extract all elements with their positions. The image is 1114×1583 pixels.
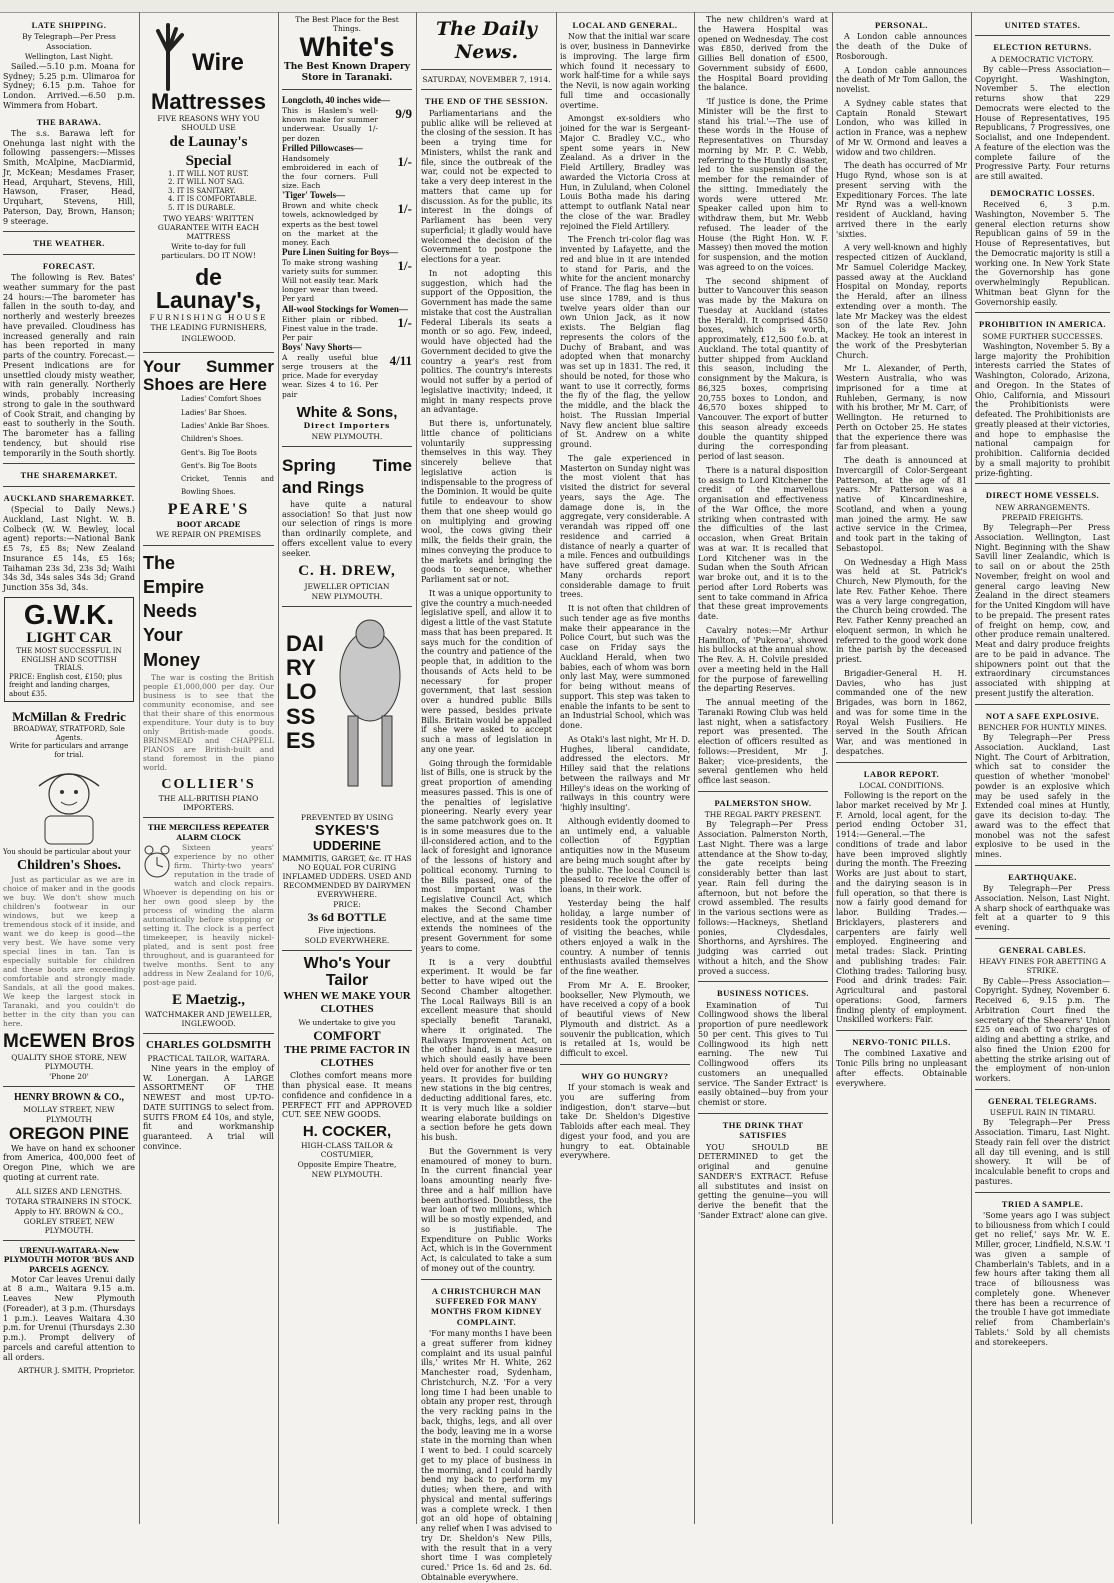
late-shipping-heading: LATE SHIPPING. xyxy=(31,20,107,30)
news-paragraph: Cavalry notes:—Mr Arthur Hamilton, of 'Pukeroa', showed his bullocks at the annual show. The Rev. A. H. Colvile presided over a meeting held in the Hall for the purpose of farewelling the departing Reserves. xyxy=(698,625,828,694)
local-general-heading: LOCAL AND GENERAL. xyxy=(572,20,678,30)
sample-heading: TRIED A SAMPLE. xyxy=(1001,1198,1084,1209)
alarm-title: THE MERCILESS REPEATER ALARM CLOCK xyxy=(147,823,270,842)
local-paragraph: Now that the initial war scare is over, business in Dannevirke is improving. The large firm which found it necessary to work half-time for a while says the Nevii, is now again working full time and occasionally overtime. xyxy=(560,32,690,110)
divider xyxy=(143,545,274,546)
divider xyxy=(836,1030,967,1031)
delaunay-leading: THE LEADING FURNISHERS, xyxy=(150,323,267,333)
news-paragraph: The second shipment of butter to Vancouver this season was made by the Makura on Tuesday at Auckland (states the Herald). It comprised 4550 boxes, which is worth, approximately, £12,500 f.o.b. at Auckland. The total quantity of butter shipped from Auckland this season, including the consignment by the Makura, is 86,325 boxes, comprising 20,755 boxes to London, and 46,570 boxes shipped to Vancouver. The export of butter this season already exceeds double the quantity shipped during the corresponding period of last season. xyxy=(698,276,828,461)
christchurch-body: 'For many months I have been a great sufferer from kidney complaint and its usual painful ills,' writes Mr H. White, 262 Manchester road, Sydenham, Christchurch, N.Z. 'For a very long time I had been unable to obtain any proper rest, through the very racking pains in the back, thighs, legs, and all over the body, leaving me in a worse state in the morning than when I went to bed. I could scarcely get to my place of business in the morning, and I could hardly bend my back to perform my duties; when there, and with physical and mental sufferings was a complete wreck. I then got an old hope of obtaining any relief when I was advised to try Dr. Sheldon's New Pills, with the result that in a very short time I was completely cured.' Price 1s. 6d and 2s. 6d. Obtainable everywhere. xyxy=(421,1329,552,1582)
mcmillan-note: Write for particulars and arrange for trial. xyxy=(9,742,129,759)
summer-shoes-title: Your Summer Shoes are Here xyxy=(143,356,274,394)
column-4 xyxy=(421,14,552,1582)
explosive-heading: NOT A SAFE EXPLOSIVE. xyxy=(985,710,1100,721)
session-paragraph: Going through the formidable list of Bills, one is struck by the great proportion of amending measures passed. This is one of the penalties of legislative pioneering. Nearly every year the same patchwork goes on. It is in some measures due to the ill-considered action, and to the lack of foresight and ignorance of the lessons of history and political economy. Turning to the Bills passed, one of the most important was the Legislative Council Act, which makes the Second Chamber elective, and at the same time extends the nominees of the present Government for some years to come. xyxy=(421,758,552,953)
gwk-subtitle: LIGHT CAR xyxy=(26,629,112,646)
divider xyxy=(3,1240,135,1241)
item-price: 1/- xyxy=(397,153,412,169)
cocker-title: H. COCKER, xyxy=(302,1123,392,1141)
column-1 xyxy=(3,14,135,1524)
drink-heading: THE DRINK THAT SATISFIES xyxy=(722,1119,804,1141)
vessels-subheading: NEW ARRANGEMENTS. xyxy=(995,502,1090,512)
business-body: Examination of Tui Collingwood shows the liberal proportion of pure needlework 50 per cent. This gives to Tui Collingwood its high nett earning. The new Tui Collingwood offers its customers an unequalled service. 'The Sander Extract' is easily obtained—buy from your chemist or store. xyxy=(698,1000,828,1108)
maetzig-subtitle: WATCHMAKER AND JEWELLER, INGLEWOOD. xyxy=(144,1009,273,1029)
drew-place: NEW PLYMOUTH. xyxy=(311,591,383,601)
divider xyxy=(836,762,967,763)
cocker-address: Opposite Empire Theatre, xyxy=(297,1160,397,1170)
cables-heading: GENERAL CABLES. xyxy=(998,944,1087,955)
local-paragraph: As Otaki's last night, Mr H. D. Hughes, liberal candidate, addressed the electors. Mr Hilley said that the relations between the railways and Mr Hilley's ideas on the working of railways in this country were 'highly insulting'. xyxy=(560,734,690,813)
gwk-price: PRICE: English cost, £150; plus freight and landing charges, about £35. xyxy=(9,672,122,698)
empire-body: The war is costing the British people £1,000,000 per day. Our business is to see that the community economise, and see that their share of this enormous expenditure. Your duty is to buy only British-made goods. BRINSMEAD and CHAPPELL PIANOS are British-built and stand foremost in the piano world. xyxy=(143,673,274,772)
session-paragraph: It was a unique opportunity to give the country a much-needed legislative spell, and allow it to digest a little of the vast Statute mass that has been prepared. It says much for the condition of the country and patience of the people that, in addition to the thousands of Acts held to be necessary for proper government, that last session over a hundred public Bills were passed, besides private Bills. Britain would be appalled if she were asked to accept such a mass of legislation in any one year. xyxy=(421,588,552,754)
oregon-apply: Apply to HY. BROWN & CO., xyxy=(14,1206,124,1216)
item-row xyxy=(282,258,412,304)
labor-heading: LABOR REPORT. xyxy=(863,768,940,779)
election-heading: ELECTION RETURNS. xyxy=(993,42,1092,53)
whites-title: White's xyxy=(299,32,395,63)
personal-paragraph: A very well-known and highly respected citizen of Auckland, Mr Samuel Coleridge Mackey, passed away at the Auckland Hospital on Monday, reports the Herald, after an illness extending over a month. The late Mr Mackey was the eldest son of the late Rev. John Mackey. He took an interest in the work of the Presbyterian Church. xyxy=(836,243,967,360)
tonic-heading: NERVO-TONIC PILLS. xyxy=(852,1037,951,1048)
personal-paragraph: Mr L. Alexander, of Perth, Western Australia, who was imprisoned for a time at Ruhleben, Germany, is now with his brother, Mr M. Carr, of Wellington. He returned to Perth on October 25. He states that the experience there was far from pleasant. xyxy=(836,364,967,452)
news-paragraph: The new children's ward at the Hawera Hospital was opened on Wednesday. The cost was £850, derived from the Gillies Bell donation of £500, Government subsidy of £600, the Hospital Board providing the balance. xyxy=(698,15,828,93)
item-desc: A really useful blue serge trousers at the price. Made for everyday wear. Sizes 4 to 16. Per pair xyxy=(282,352,378,399)
delaunay-special: de Launay's Special xyxy=(169,134,248,169)
column-rule xyxy=(971,12,972,1524)
item-desc: Brown and white check towels, acknowledged by experts as the best towel on the market at the money. Each xyxy=(282,201,378,247)
udderine-body: MAMMITIS, GARGET, &c. IT HAS NO EQUAL FOR CURING INFLAMED UDDERS. USED AND RECOMMENDED BY DAIRYMEN EVERYWHERE. xyxy=(282,853,412,900)
palmerston-subheading: THE REGAL PARTY PRESENT. xyxy=(704,810,822,820)
personal-heading: PERSONAL. xyxy=(875,20,928,30)
udderine-title: UDDERINE xyxy=(313,837,381,853)
peare-title: PEARE'S xyxy=(167,500,250,518)
item-row xyxy=(282,315,412,342)
local-paragraph: From Mr A. E. Brooker, bookseller, New Plymouth, we have received a copy of a book of beautiful views of New Plymouth and district. As a souvenir the publication, which is retailed at 1s, would be difficult to excel. xyxy=(560,980,690,1059)
summer-item: Ladies' Bar Shoes. xyxy=(181,408,247,417)
summer-item: Ladies' Comfort Shoes xyxy=(181,395,262,404)
earthquake-heading: EARTHQUAKE. xyxy=(1008,871,1077,882)
rain-body: By Telegraph—Per Press Association. Timaru, Last Night. Steady rain fell over the district all day till evening, and is still showery. It will be of incalculable benefit to crops and pastures. xyxy=(975,1118,1110,1186)
udderine-price-label: PRICE: xyxy=(333,900,361,910)
children-shoes-body: Just as particular as we are in choice of maker and in the goods we buy. We don't show much children's footwear in our windows, but we keep a tremendous stock of it inside, and want we do keep is good—the very best. We have some very special lines in tan. Tan is especially suitable for children and these boots are exceedingly comfortable and strongly made. Sandals, at all the good makes. We keep the largest stock in Taranaki, and you couldn't do better in the city than you can here. xyxy=(3,874,135,1028)
child-illustration xyxy=(9,766,129,846)
item-price: 1/- xyxy=(397,201,412,217)
oregon-street: GORLEY STREET, NEW PLYMOUTH. xyxy=(23,1217,115,1236)
divider xyxy=(698,791,828,792)
summer-item: Ladies' Ankle Bar Shoes. xyxy=(181,421,270,430)
item-name: Pure Linen Suiting for Boys— xyxy=(282,246,399,257)
christchurch-heading: A CHRISTCHURCH MAN SUFFERED FOR MANY MONTHS FROM KIDNEY COMPLAINT. xyxy=(431,1285,542,1327)
item-name: 'Tiger' Towels— xyxy=(282,190,346,201)
summer-item: Gent's. Big Toe Boots xyxy=(181,461,257,470)
shipping-source: By Telegraph—Per Press Association. xyxy=(22,32,116,51)
dairy-losses-advert xyxy=(282,612,412,812)
column-rule xyxy=(694,12,695,1524)
divider xyxy=(975,938,1110,939)
column-rule xyxy=(416,12,417,1524)
tailor-when: WHEN WE MAKE YOUR CLOTHES xyxy=(283,989,411,1016)
tailor-comfort: COMFORT xyxy=(313,1027,381,1043)
peare-subtitle: BOOT ARCADE xyxy=(176,520,241,530)
auckland-sharemarket-heading: AUCKLAND SHAREMARKET. xyxy=(3,492,135,503)
session-heading: THE END OF THE SESSION. xyxy=(424,96,549,107)
rain-heading: USEFUL RAIN IN TIMARU. xyxy=(989,1108,1096,1118)
brown-address: MOLLAY STREET, NEW PLYMOUTH xyxy=(23,1105,115,1124)
divider xyxy=(3,254,135,255)
personal-paragraph: The death is announced at Invercargill of Color-Sergeant Patterson, at the age of 81 years. Mr Patterson was a native of Kincardineshire, Scotland, and when a young man joined the army. He saw active service in the Crimea, and took part in the taking of Sebastopol. xyxy=(836,456,967,553)
divider xyxy=(975,1089,1110,1090)
write-today: Write to-day for full particulars. DO IT NOW! xyxy=(161,241,256,261)
colliers-title: COLLIER'S xyxy=(161,777,256,792)
whites-subtitle: The Best Known Drapery Store in Taranaki. xyxy=(284,62,410,84)
personal-paragraph: Brigadier-General H. H. Davies, who has just commanded one of the new Brigades, was born in 1862, and was for some time in the Royal Welsh Fusiliers. He served in the South African War, and was mentioned in despatches. xyxy=(836,668,967,756)
item-price: 1/- xyxy=(397,314,412,330)
summer-item: Children's Shoes. xyxy=(181,435,244,444)
udderine-free: Five injections. xyxy=(318,925,376,935)
divider xyxy=(421,69,552,70)
session-paragraph: In not adopting this suggestion, which had the support of the Opposition, the Government has made the same mistake that cost the Australian Federal Liberals its seats a month or so ago. Few, indeed, would have objected had the Government decided to give the country a year's rest from politics. The country's interests would not suffer by a period of legislative inactivity; indeed, it might in many respects prove an advantage. xyxy=(421,268,552,415)
gwk-title: G.W.K. xyxy=(23,598,115,630)
sharemarket-body: (Special to Daily News.) Auckland, Last Night. W. B. Colbeck (W. W. Bewley, local agent) reports:—National Bank £5 7s, £5 8s; New Zealand Insurance £5 14s, £5 16s; Taihaman 23s 3d, 23s 3d; Waihi 34s 3d, 34s sales 34s 3d; Grand Junction 35s 3d, 34s. xyxy=(3,505,135,593)
mcewen-phone: 'Phone 20' xyxy=(49,1072,89,1082)
personal-paragraph: A London cable announces the death of the Duke of Rosborough. xyxy=(836,32,967,61)
item-name: All-wool Stockings for Women— xyxy=(282,303,408,314)
prohibition-body: Washington, November 5. By a large majority the Prohibition interests carried the States of Washington, Colorado, Arizona, and Oregon. In the States of Ohio, California, and Missouri the Prohibitionists were defeated. The Prohibitionists are greatly pleased at their victories, and hope to emphasise the national campaign for prohibition. California decided by a small majority to prohibit prize-fighting. xyxy=(975,341,1110,478)
victory-body: By cable—Press Association—Copyright. Washington, November 5. The election returns show that 229 Democrats were elected to the House of Representatives, 195 Republicans, 7 Progressives, one Socialist, and one Independent. A feature of the election was the complete failure of the Progressive Party. Four returns are still awaited. xyxy=(975,64,1110,182)
local-paragraph: The French tri-color flag was invented by Lafayette, and the red and blue in it are intended to stand for Paris, and the white for the ancient monarchy of France. The flag has been in use since 1789, and is thus twelve years older than our own Union Jack, as it now exists. The Belgian flag represents the colors of the Duchy of Brabant, and was adopted when that monarchy was set up in 1831. The red, it should be noted, for those who want to use it correctly, forms the fly of the flag, the yellow the middle, and the black the hoist. The Russian Imperial Navy flew ancient blue saltire of St. Andrew on a white ground. xyxy=(560,235,690,450)
victory-heading: A DEMOCRATIC VICTORY. xyxy=(991,54,1094,64)
gwk-advert xyxy=(4,597,134,702)
dairy-title: DAIRY LOSSES xyxy=(286,630,324,753)
column-6 xyxy=(698,14,828,1524)
divider xyxy=(282,606,412,607)
divider xyxy=(698,981,828,982)
oregon-sizes: ALL SIZES AND LENGTHS. xyxy=(15,1186,123,1196)
peare-repair: WE REPAIR ON PREMISES xyxy=(155,530,262,540)
vessels-subheading-2: PREPAID FREIGHTS. xyxy=(1001,512,1084,522)
colliers-subtitle: THE ALL-BRITISH PIANO IMPORTERS. xyxy=(158,794,259,813)
column-2 xyxy=(143,14,274,1524)
divider xyxy=(3,486,135,487)
udderine-sold: SOLD EVERYWHERE. xyxy=(304,936,390,946)
divider xyxy=(3,231,135,232)
dairy-prevented: PREVENTED BY USING xyxy=(300,812,394,822)
local-paragraph: Amongst ex-soldiers who joined for the war is Sergeant-Major C. Bradley V.C., who spent some years in New Zealand. As a driver in the Field Artillery, Bradley was awarded the Victoria Cross at Hun, in Zululand, when Colonel Louis Botha made his daring attempt to outflank Natal near the close of the war. Bradley rejoined the Field Artillery. xyxy=(560,114,690,231)
item-row xyxy=(282,154,412,191)
tailor-text: Clothes comfort means more than physical ease. It means confidence and confidence in a PERFECT FIT and APPROVED CUT. SEE NEW GOODS. xyxy=(282,1071,412,1120)
item-desc: Handsomely embroidered in each of the four corners. Full size. Each xyxy=(282,153,378,191)
mcewen-subtitle: QUALITY SHOE STORE, NEW PLYMOUTH. xyxy=(11,1052,127,1071)
divider xyxy=(975,35,1110,36)
whites-item-list xyxy=(282,95,412,398)
vessels-heading: DIRECT HOME VESSELS. xyxy=(985,490,1100,501)
personal-paragraph: A London cable announces the death of Mr Tom Gallon, the novelist. xyxy=(836,65,967,95)
dateline: SATURDAY, NOVEMBER 7, 1914. xyxy=(422,75,551,85)
divider xyxy=(698,1113,828,1114)
divider xyxy=(282,446,412,447)
reason-1: 1. IT WILL NOT RUST. xyxy=(168,169,249,178)
oregon-title: OREGON PINE xyxy=(9,1123,129,1143)
summer-item: Cricket, Tennis and Bowling Shoes. xyxy=(181,475,274,497)
drew-subtitle: JEWELLER OPTICIAN xyxy=(304,581,390,591)
drink-body: YOU SHOULD BE DETERMINED to get the original and genuine SANDER'S EXTRACT. Refuse all substitutes and insist on getting the genuine—you will derive the benefit that the 'Sander Extract' alone can give. xyxy=(698,1142,828,1220)
item-price: 4/11 xyxy=(389,352,412,368)
local-paragraph: Yesterday being the half holiday, a large number of residents took the opportunity of visiting the beaches, while others enjoyed a walk in the country. A number of tennis enthusiasts availed themselves of the fine weather. xyxy=(560,898,690,977)
divider xyxy=(421,89,552,90)
divider xyxy=(975,865,1110,866)
prohibition-subheading: SOME FURTHER SUCCESSES. xyxy=(982,331,1103,341)
alarm-clock-illustration xyxy=(143,845,171,881)
brown-title: HENRY BROWN & CO., xyxy=(13,1092,125,1104)
delaunay-house: FURNISHING HOUSE xyxy=(149,313,268,323)
cables-body: By Cable—Press Association—Copyright. Sydney, November 6. Received 6, 9.15 p.m. The Arbitration Court fined the secretary of the Shearers' Union £25 on each of two charges of aiding and abetting a strike, and also fined the Union £200 for abetting the strike arising out of the employment of non-union workers. xyxy=(975,976,1110,1084)
delaunay-title: de Launay's, xyxy=(155,264,262,314)
item-price: 1/- xyxy=(397,257,412,273)
news-paragraph: 'If justice is done, the Prime Minister will be the first to stand his trial.'—The use of these words in the House of Representatives on Thursday morning by Mr. P. C. Webb, referring to the Huntly disaster, led to the suspension of the member for the remainder of the sitting. Immediately the words were uttered Mr. Speaker called upon him to withdraw them, but Mr. Webb refused. The leader of the House (the Right Hon. W. F. Massey) then moved the motion for suspension, and the motion was agreed to on the voices. xyxy=(698,97,828,272)
tailor-body: We undertake to give you xyxy=(298,1017,396,1027)
item-desc: To make strong washing variety suits for summer. Will not easily tear. Mark longer wear than tweed. Per yard xyxy=(282,257,378,304)
whites-signature: White & Sons, xyxy=(296,403,398,421)
local-paragraph: Although evidently doomed to an untimely end, a valuable collection of Egyptian antiquities now in the Museum are being much sought after by the public. The local Council is pleased to receive the offer of loans, in their work. xyxy=(560,816,690,895)
divider xyxy=(143,1033,274,1034)
telegrams-heading: GENERAL TELEGRAMS. xyxy=(988,1095,1097,1106)
divider xyxy=(282,950,412,951)
barawa-heading: THE BARAWA. xyxy=(36,116,102,127)
drew-title: C. H. DREW, xyxy=(298,563,396,580)
barawa-body: The s.s. Barawa left for Onehunga last night with the following passengers:—Misses Smith, McAlpine, MacDiarmid, Jr, McKean; Mesdames Fraser, Head, Arquhart, Stevens, Hill, Hawson, Fraser, Head, Urquhart, Stevens, Hill, Paterson, Day, Brown, Hanson; 9 steerage. xyxy=(3,128,135,226)
divider xyxy=(560,1064,690,1065)
vessels-body: By Telegraph—Per Press Association. Wellington, Last Night. Beginning with the Shaw Savill liner Zealandic, which is to sail on or about the 25th November, freight on wool and general cargo leaving New Zealand in the direct steamers for the United Kingdom will have to be prepaid. The present rates of freight on hemp, cow, and other produce remain unaltered. Meat and dairy produce freights are to be paid in advance. The shipowners point out that the extraordinary circumstances associated with shipping at present justify the alteration. xyxy=(975,523,1110,698)
session-paragraph: But there is, unfortunately, little chance of politicians voluntarily suppressing themselves in this way. They sincerely believe that legislative action is indispensable to the progress of the Dominion. It would be quite futile to endeavour to show them that one sheep would go on multiplying and growing wool, the cows giving their milk, the fields their grain, the mines conveying the produce to the markets and bringing the goods to sequence, whether Parliament sat or not. xyxy=(421,419,552,585)
divider xyxy=(143,817,274,818)
children-shoes-title: Children's Shoes. xyxy=(17,857,121,873)
five-reasons: FIVE REASONS WHY YOU SHOULD USE xyxy=(157,114,260,133)
divider xyxy=(975,1192,1110,1193)
motor-title: URENUI-WAITARA-New PLYMOUTH MOTOR 'BUS AND PARCELS AGENCY. xyxy=(3,1246,135,1274)
divider xyxy=(975,312,1110,313)
explosive-body: By Telegraph—Per Press Association. Auckland, Last Night. The Court of Arbitration, which sat to consider the question of whether 'monobel' powder is an explosive which may be used safely in the Extended coal mines at Huntly, gave its decision to-day. The award was to the effect that monobel was not the safest explosive to be used in the mines. xyxy=(975,733,1110,860)
local-paragraph: The gale experienced in Masterton on Sunday night was the most violent that has visited the district for several years, says the Age. The damage done is, in the aggregate, very considerable. A verandah was ripped off one residence and carried a distance of nearly a quarter of a mile. Fences and outbuildings have suffered great damage. Many orchards report considerable damage to fruit trees. xyxy=(560,453,690,600)
whites-place: NEW PLYMOUTH. xyxy=(311,431,383,441)
maetzig-title: E Maetzig., xyxy=(172,991,245,1008)
local-paragraph: It is not often that children of such tender age as five months make their appearance in the Police Court, but such was the case on Friday says the Auckland Herald, when two babies, each of whom was born only last May, were summoned for being without means of support. This step was taken to enable the infants to be sent to an Industrial School, which was done. xyxy=(560,604,690,731)
column-rule xyxy=(556,12,557,1524)
mcmillan-address: BROADWAY, STRATFORD, Sole Agents. xyxy=(13,725,125,742)
column-8 xyxy=(975,14,1110,1524)
news-paragraph: The annual meeting of the Taranaki Rowing Club was held last night, when a satisfactory report was presented. The election of officers resulted as follows:—President, Mr J. Baker; vice-presidents, the several gentlemen who held office last season. xyxy=(698,698,828,785)
palmerston-body: By Telegraph—Per Press Association. Palmerston North, Last Night. There was a large attendance at the Show to-day, the gate receipts being considerably better than last year. Rain fell during the afternoon, but not before the crowd assembled. The results in the various sections were as follows:—Hackneys, Shetland ponies, Clydesdales, Shorthorns, and Ayrshires. The judging was carried out without a hitch, and the Show proved a success. xyxy=(698,820,828,976)
hungry-body: If your stomach is weak and you are suffering from indigestion, don't starve—but take Dr. Sheldon's Digestive Tabloids after each meal. They digest your food, and you are hungry to eat. Obtainable everywhere. xyxy=(560,1083,690,1161)
sykes-title: SYKES'S xyxy=(314,822,380,840)
mcmillan-advert xyxy=(4,706,134,762)
sample-body: 'Some years ago I was subject to biliousness from which I could get no relief,' says Mr. W. E. Miller, grocer, Lindfield, N.S.W. 'I was given a sample of Chamberlain's Tablets, and in a few hours after taking them all trace of biliousness was completely gone. Whenever there has been a recurrence of the trouble I have got immediate relief from Chamberlain's Tablets.' Sold by all chemists and storekeepers. xyxy=(975,1210,1110,1347)
losses-body: Received 6, 3 p.m. Washington, November 5. The general election returns show Republican gains of 59 in the House of Representatives, but the Democratic majority is still a working one. In New York State the Governorship has gone overwhelmingly Republican. Whitman beat Glynn for the Governorship easily. xyxy=(975,200,1110,307)
tonic-body: The combined Laxative and Tonic Pills bring no unpleasant after effects. Obtainable everywhere. xyxy=(836,1049,967,1088)
goldsmith-body: Nine years in the employ of W. Lonergan. A LARGE ASSORTMENT OF THE NEWEST and most UP-TO-DATE SUITINGS to select from. SUITS FROM £4 10s, and style, fit and workmanship guaranteed. A trial will convince. xyxy=(143,1063,274,1151)
goldsmith-subtitle: PRACTICAL TAILOR, WAITARA. xyxy=(147,1053,270,1063)
news-paragraph: There is a natural disposition to assign to Lord Kitchener the credit of the marvellous organisation and effectiveness of the War Office, the more striking when contrasted with the difficulties of the last occasion, when Great Britain was at war. It is recalled that Lord Kitchener was in the Sudan when the South African war broke out, and it is to the period after Lord Roberts was sent to take command in Africa that these great improvements date. xyxy=(698,465,828,621)
best-place: The Best Place for the Best Things. xyxy=(295,15,399,34)
oregon-totara: TOTARA STRAINERS IN STOCK. xyxy=(6,1196,132,1206)
alarm-body: Sixteen years' experience by no other firm. Thirty-two years' reputation in the trade of watch and clock repairs. Whoever is depending on his or her own good sleep by the process of winding the alarm automatically before stopping or setting it. The clock is a perfect timekeeper, is heavily nickel-plated, and is sent post free throughout, and is guaranteed for twelve months. Sent to any address in New Zealand for 10/6, post-age paid. xyxy=(143,842,274,987)
divider xyxy=(975,483,1110,484)
udderine-price: 3s 6d BOTTLE xyxy=(307,910,387,925)
divider xyxy=(3,463,135,464)
item-row xyxy=(282,106,412,143)
hungry-heading: WHY GO HUNGRY? xyxy=(581,1070,669,1081)
gwk-tagline: THE MOST SUCCESSFUL IN ENGLISH AND SCOTTISH TRIALS. xyxy=(16,647,122,673)
cow-illustration xyxy=(330,616,410,806)
delaunay-place: INGLEWOOD. xyxy=(181,333,236,343)
wire-advert xyxy=(144,18,273,347)
cocker-place: NEW PLYMOUTH. xyxy=(311,1170,383,1180)
prohibition-heading: PROHIBITION IN AMERICA. xyxy=(979,319,1106,330)
guarantee: TWO YEARS' WRITTEN GUARANTEE WITH EACH MATTRESS xyxy=(157,213,260,241)
column-5 xyxy=(560,14,690,1524)
cables-subheading: HEAVY FINES FOR ABETTING A STRIKE. xyxy=(979,957,1106,976)
item-desc: This is Haslem's well-known make for summer underwear. Usually 1/- per dozen xyxy=(282,106,378,143)
personal-paragraph: The death has occurred of Mr Hugo Rynd, whose son is at present serving with the Expeditionary Forces. The late Mr Rynd was a well-known resident of Auckland, having arrived there in the early 'sixties. xyxy=(836,161,967,239)
labor-body: Following is the report on the labor market received by Mr J. F. Arnold, local agent, for the period ending October 31, 1914:—General.—The conditions of trade and labor have been improved slightly during the month. The Freezing Works are just about to start, and the dairying season is in full operation, so that there is now a fairly good demand for labor. Building Trades.—Bricklayers, plasterers and carpenters are fairly well employed. Engineering and metal trades: Slack. Printing and publishing trades: Fair. Clothing trades: Tailoring busy. Food and drink trades: Fair. Agricultural and pastoral operations: Good, farmers finding plenty of employment. Unskilled workers: Fair. xyxy=(836,791,967,1025)
whites-importers: Direct Importers xyxy=(303,421,391,431)
oregon-body: We have on hand ex schooner from America, 400,000 feet of Oregon Pine, which we are quoting at current rate. xyxy=(3,1143,135,1182)
session-paragraph: Parliamentarians and the public alike will be relieved at the closing of the session. It has been a trying time for Ministers, whilst the rank and file, since the outbreak of the war, could not be expected to take a very deep interest in the matters that came up for discussion. As for the public, its interest in the doings of Parliament has been very superficial; it gladly would have welcomed the decision of the Government to postpone the elections for a year. xyxy=(421,108,552,265)
goldsmith-title: CHARLES GOLDSMITH xyxy=(146,1039,271,1052)
children-shoes-intro: You should be particular about your xyxy=(3,848,131,857)
losses-heading: DEMOCRATIC LOSSES. xyxy=(990,187,1095,198)
page-top-strip xyxy=(0,0,1114,13)
earthquake-body: By Telegraph—Per Press Association. Nelson, Last Night. A sharp shock of earthquake was felt at a quarter to 9 this evening. xyxy=(975,884,1110,933)
shipping-place: Wellington, Last Night. xyxy=(24,51,114,61)
sharemarket-heading: THE SHAREMARKET. xyxy=(20,470,118,481)
item-desc: Either plain or ribbed. Finest value in the trade. Per pair xyxy=(282,314,378,342)
session-paragraph: But the Government is very enamoured of money to burn. In the current financial year loans amounting nearly five-three and a half million have been authorised. Doubtless, the war loan of two millions, which will be so mostly expended, and so is justifiable. The Expenditure on Public Works Act, which is in the Government Act, is calculated to take a sum of money out of the country. xyxy=(421,1146,552,1273)
item-name: Boys' Navy Shorts— xyxy=(282,342,362,353)
divider xyxy=(421,1279,552,1280)
motor-signature: ARTHUR J. SMITH, Proprietor. xyxy=(17,1366,135,1376)
reason-3: 3. IT IS SANITARY. xyxy=(168,186,236,195)
tailor-prime: THE PRIME FACTOR IN CLOTHES xyxy=(284,1043,410,1070)
column-rule xyxy=(278,12,279,1524)
mcewen-title: McEWEN Bros xyxy=(3,1030,135,1052)
empire-title: The Empire Needs Your Money xyxy=(143,552,205,670)
item-row xyxy=(282,353,412,399)
labor-subheading: LOCAL CONDITIONS. xyxy=(858,780,944,790)
divider xyxy=(143,352,274,353)
forecast-heading: FORECAST. xyxy=(42,260,96,271)
column-7 xyxy=(836,14,967,1524)
item-row xyxy=(282,201,412,247)
business-heading: BUSINESS NOTICES. xyxy=(716,988,810,999)
spring-title: Spring Time and Rings xyxy=(282,455,412,497)
explosive-subheading: BENCHER FOR HUNTLY MINES. xyxy=(978,722,1107,732)
weather-heading: THE WEATHER. xyxy=(33,238,105,249)
session-paragraph: It is a very doubtful experiment. It would be far better to have wiped out the Second Chamber altogether. The Local Railways Bill is an excellent measure that should specially benefit Taranaki, where it originated. The Railways Improvement Act, on the other hand, is a measure which should easily have been held over for another five or ten years. It provides for building new stations in the big centres, deducting additional fares, etc. It is very much like a soldier wearing elaborate buildings on a section before he gets down his bush. xyxy=(421,957,552,1143)
item-name: Frilled Pillowcases— xyxy=(282,142,363,153)
personal-paragraph: On Wednesday a High Mass was held at St. Patrick's Church, New Plymouth, for the late Rev. Father Kehoe. There was a very large congregation, the Church being crowded. The Rev. Father Kenny preached an eloquent sermon, in which he referred to the good work done in the parish by the deceased priest. xyxy=(836,557,967,665)
personal-paragraph: A Sydney cable states that Captain Ronald Stewart London, who was killed in action in France, was a nephew of Mr W. Ormond and leaves a widow and two children. xyxy=(836,98,967,157)
reason-2: 2. IT WILL NOT SAG. xyxy=(168,178,245,187)
item-price: 9/9 xyxy=(395,106,412,122)
forecast-body: The following is Rev. Bates' weather summary for the past 24 hours:—The barometer has fallen in the south to-day, and northerly and westerly breezes have prevailed. Cloudiness has increased generally and rain has been reported in many parts of the country. Forecast.—Present indications are for unsettled cloudy misty weather, with rain generally. Northerly winds, probably increasing strong to gale in the southward of Cook Strait, and changing by east to southerly in the South. The barometer has a falling tendency, but should rise temporarily in the South shortly. xyxy=(3,273,135,458)
mattresses-title: Mattresses xyxy=(151,89,266,114)
motor-body: Motor Car leaves Urenui daily at 8 a.m., Waitara 9.15 a.m. Leaves New Plymouth (Foreader), at 3 p.m. (Thursdays 1 p.m.). Leaves Waitara 4.30 p.m. for Urenui (Thursdays 2.30 p.m.). Prompt delivery of parcels and careful attention to all orders. xyxy=(3,1274,135,1362)
summer-item: Gent's. Big Toe Boots xyxy=(181,448,257,457)
wire-title: Wire xyxy=(192,49,244,76)
spring-body: have quite a natural association! So that just now our selection of rings is more than ordinarily complete, and offers excellent value to every seeker. xyxy=(282,499,412,558)
masthead: The Daily News. xyxy=(436,18,537,64)
item-name: Longcloth, 40 inches wide— xyxy=(282,95,391,106)
reason-5: 5. IT IS DURABLE. xyxy=(168,204,236,212)
divider xyxy=(975,704,1110,705)
divider xyxy=(3,1086,135,1087)
united-states-heading: UNITED STATES. xyxy=(1004,20,1081,30)
shipping-body: Sailed.—5.10 p.m. Moana for Sydney; 5.25 p.m. Ulimaroa for Sydney; 6.15 p.m. Tahoe for London. Arrived.—6.50 p.m. Wimmera from Hobart. xyxy=(3,61,135,110)
column-rule xyxy=(832,12,833,1524)
tailor-title: Who's Your Tailor xyxy=(303,955,391,990)
column-rule xyxy=(139,12,140,1524)
cocker-subtitle: HIGH-CLASS TAILOR & COSTUMIER, xyxy=(300,1140,394,1160)
divider xyxy=(282,89,412,90)
summer-shoes-list xyxy=(143,393,274,499)
mcmillan-title: McMillan & Fredric xyxy=(12,709,126,725)
column-3 xyxy=(282,14,412,1524)
reason-4: 4. IT IS COMFORTABLE. xyxy=(168,195,257,204)
palmerston-heading: PALMERSTON SHOW. xyxy=(714,797,812,808)
hand-illustration xyxy=(148,21,188,91)
